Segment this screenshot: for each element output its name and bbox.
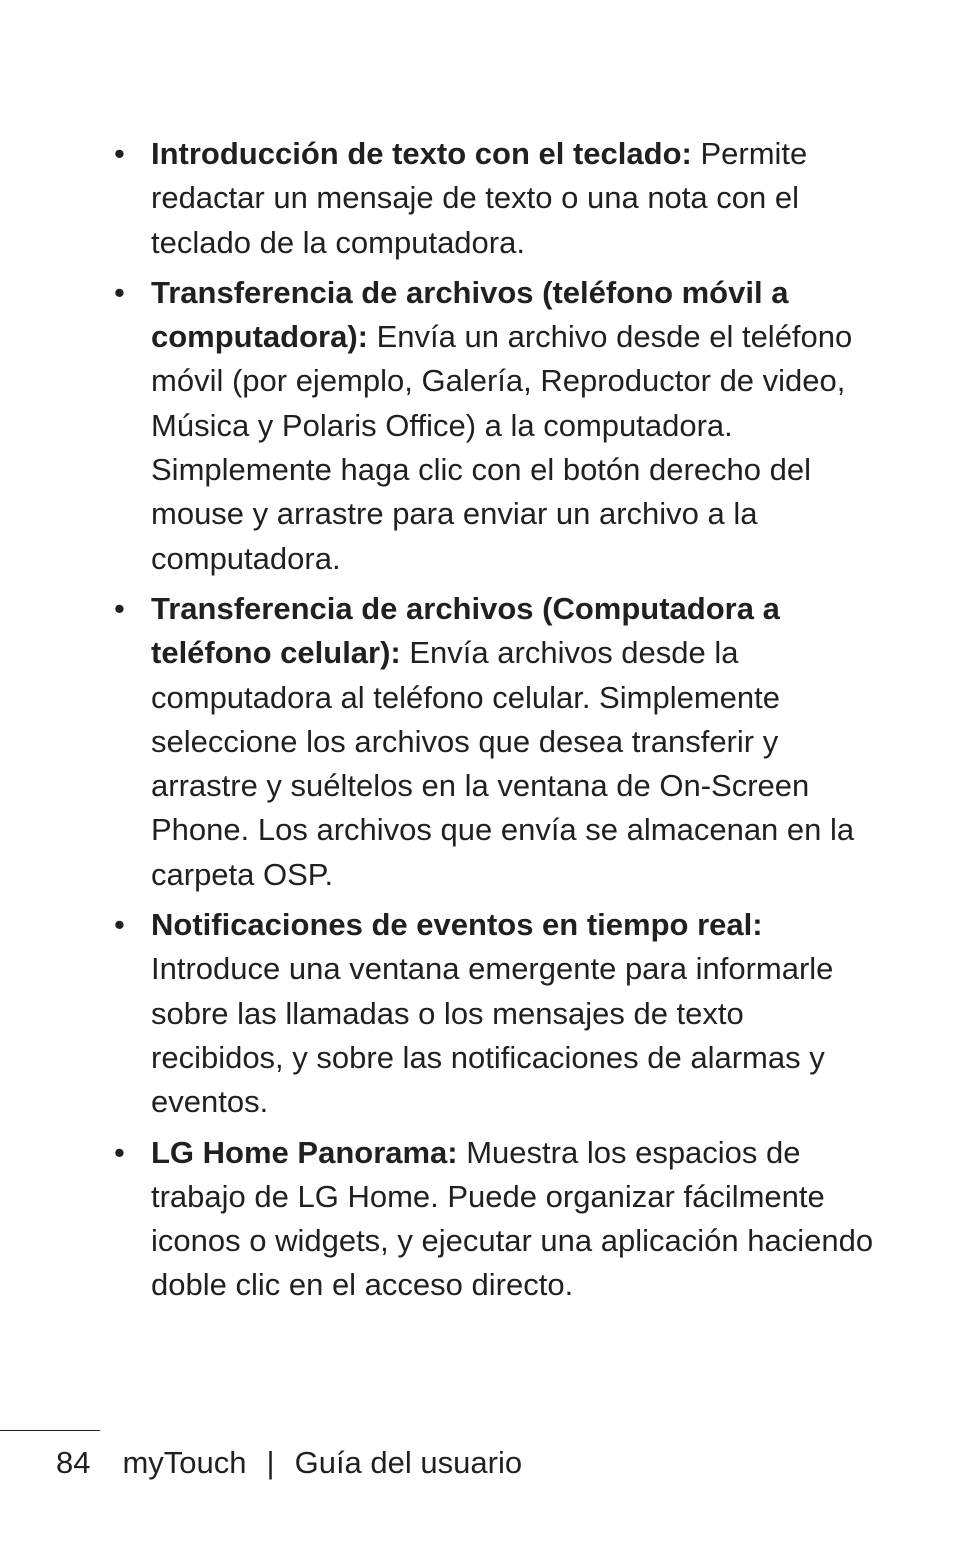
bullet-realtime-notifications	[114, 903, 874, 1124]
footer-guide-title: Guía del usuario	[294, 1445, 523, 1480]
bullet-dot: •	[114, 1134, 125, 1170]
bullet-dot: •	[114, 136, 125, 171]
bullet-file-transfer-pc-to-phone	[114, 587, 874, 897]
bullet-dot: •	[114, 907, 125, 943]
bullet-term: Transferencia de archivos (Computadora a teléfono celular):	[151, 590, 780, 671]
bullet-description: Permite redactar un mensaje de texto o una nota con el teclado de la computadora.	[151, 136, 808, 260]
bullet-file-transfer-phone-to-pc	[114, 271, 874, 581]
bullet-description: Introduce una ventana emergente para informarle sobre las llamadas o los mensajes de texto recibidos, y sobre las notificaciones de alarmas y eventos.	[151, 951, 834, 1120]
bullet-term: LG Home Panorama:	[151, 1134, 458, 1170]
footer-product-name: myTouch	[122, 1445, 247, 1480]
bullet-list	[114, 132, 874, 1314]
page-footer	[56, 1441, 522, 1485]
bullet-dot: •	[114, 590, 125, 626]
bullet-keyboard-text-input	[114, 132, 874, 265]
bullet-description: Muestra los espacios de trabajo de LG Home. Puede organizar fácilmente iconos o widgets, y ejecutar una aplicación haciendo doble clic en el acceso directo.	[151, 1134, 874, 1303]
bullet-dot: •	[114, 274, 125, 310]
footer-divider	[0, 1430, 100, 1431]
bullet-term: Notificaciones de eventos en tiempo real:	[151, 907, 763, 943]
footer-separator: |	[266, 1445, 275, 1480]
bullet-term: Transferencia de archivos (teléfono móvil a computadora):	[151, 274, 789, 355]
page-number: 84	[56, 1445, 91, 1480]
bullet-lg-home-panorama	[114, 1131, 874, 1308]
bullet-description: Envía archivos desde la computadora al teléfono celular. Simplemente seleccione los archivos que desea transferir y arrastre y suéltelos en la ventana de On-Screen Phone. Los archivos que envía se almacenan en la carpeta OSP.	[151, 635, 855, 892]
bullet-term: Introducción de texto con el teclado:	[151, 136, 692, 171]
bullet-description: Envía un archivo desde el teléfono móvil (por ejemplo, Galería, Reproductor de video, Música y Polaris Office) a la computadora. Simplemente haga clic con el botón derecho del mouse y arrastre para enviar un archivo a la computadora.	[151, 319, 853, 576]
